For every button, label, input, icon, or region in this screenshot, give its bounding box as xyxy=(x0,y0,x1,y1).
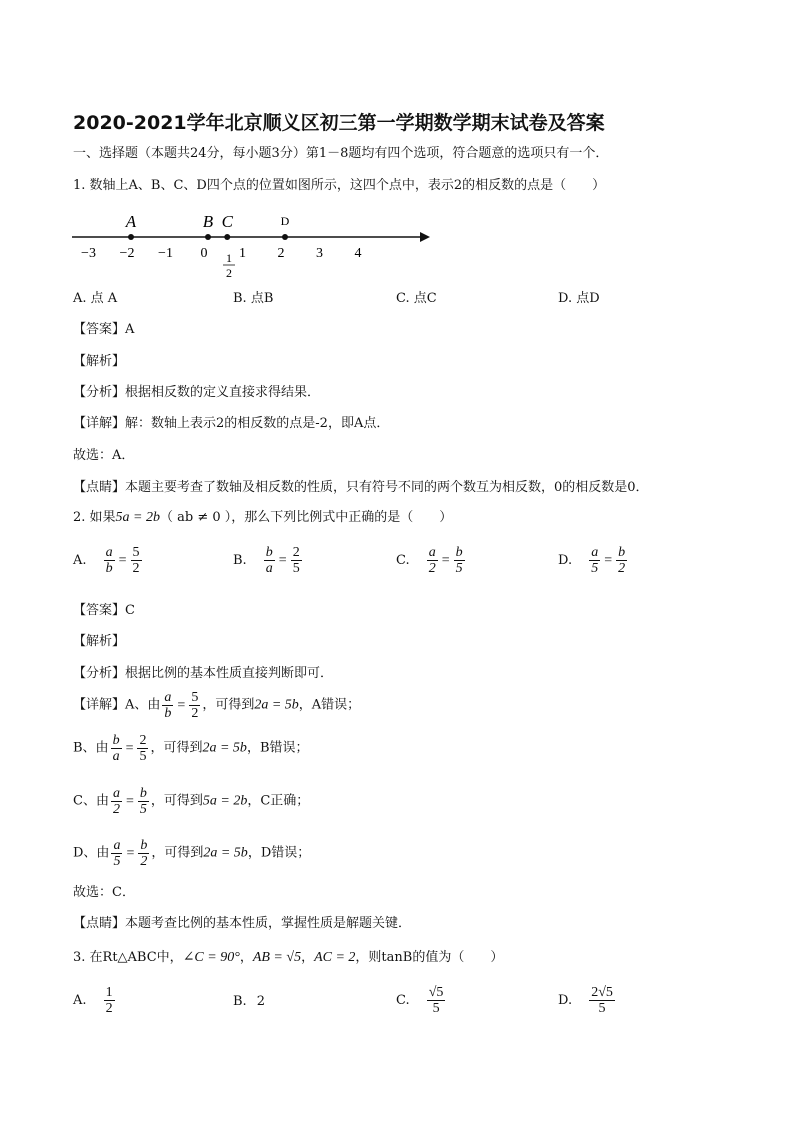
point-a xyxy=(128,234,134,240)
tick-label: −3 xyxy=(81,246,96,261)
q1-answer: 【答案】A xyxy=(73,322,135,337)
section-heading: 一、选择题（本题共24分，每小题3分）第1－8题均有四个选项，符合题意的选项只有一个． xyxy=(73,146,609,161)
q2-step-d: D、由 $\frac{a}{5}$ = $\frac{b}{2}$ ，可得到2a = 5b，D错误； xyxy=(73,838,311,869)
q1-fenxi: 【分析】根据相反数的定义直接求得结果． xyxy=(73,385,321,400)
q2-option-d: D. $\frac{a}{5}$ = $\frac{b}{2}$ xyxy=(558,545,626,576)
q3-option-b: B. 2 xyxy=(233,994,265,1009)
q2-option-a: A. $\frac{a}{b}$ = $\frac{5}{2}$ xyxy=(73,545,140,576)
q3-option-a: A. $\frac{1}{2}$ xyxy=(73,985,113,1016)
point-label-a: A xyxy=(125,212,137,231)
q2-dianjing: 【点睛】本题考查比例的基本性质，掌握性质是解题关键． xyxy=(73,916,412,931)
point-d xyxy=(282,234,288,240)
number-line-arrow xyxy=(420,232,430,242)
q2-stem: 2. 如果5a = 2b（ ab ≠ 0 ），那么下列比例式中正确的是（ ） xyxy=(73,510,453,525)
q1-option-a: A. 点 A xyxy=(73,291,118,306)
q1-option-b: B. 点B xyxy=(233,291,274,306)
point-b xyxy=(205,234,211,240)
q1-stem: 1. 数轴上A、B、C、D四个点的位置如图所示，这四个点中，表示2的相反数的点是（ ） xyxy=(73,178,606,193)
q2-fenxi: 【分析】根据比例的基本性质直接判断即可． xyxy=(73,666,334,681)
q3-stem: 3. 在Rt△ABC中，∠C = 90°，AB = √5，AC = 2，则tanB的值为（ ） xyxy=(73,950,504,965)
tick-label: 4 xyxy=(354,246,362,261)
tick-label: 2 xyxy=(277,246,285,261)
q2-guxuan: 故选：C． xyxy=(73,885,135,900)
page-title: 2020-2021学年北京顺义区初三第一学期数学期末试卷及答案 xyxy=(73,112,605,134)
tick-label: −1 xyxy=(158,246,173,261)
tick-label: 3 xyxy=(316,246,323,261)
q2-option-b: B. $\frac{b}{a}$ = $\frac{2}{5}$ xyxy=(233,545,300,576)
q3-option-c: C. $\frac{√5}{5}$ xyxy=(396,985,444,1016)
half-denominator: 2 xyxy=(226,266,232,280)
tick-label: −2 xyxy=(119,246,135,261)
q1-xiangjie: 【详解】解：数轴上表示2的相反数的点是-2，即A点． xyxy=(73,416,390,431)
q1-dianjing: 【点睛】本题主要考查了数轴及相反数的性质，只有符号不同的两个数互为相反数，0的相反数是0． xyxy=(73,480,649,495)
q2-step-b: B、由 $\frac{b}{a}$ = $\frac{2}{5}$ ，可得到2a = 5b，B错误； xyxy=(73,733,309,764)
q1-guxuan: 故选：A． xyxy=(73,448,135,463)
q1-option-c: C. 点C xyxy=(396,291,437,306)
point-label-b: B xyxy=(202,212,214,231)
point-c xyxy=(224,234,230,240)
q2-answer: 【答案】C xyxy=(73,603,135,618)
number-line-figure xyxy=(68,205,438,280)
q2-step-c: C、由 $\frac{a}{2}$ = $\frac{b}{5}$ ，可得到5a = 2b，C正确； xyxy=(73,786,310,817)
half-fraction-label xyxy=(223,251,235,280)
point-label-c: C xyxy=(221,212,233,231)
q2-option-c: C. $\frac{a}{2}$ = $\frac{b}{5}$ xyxy=(396,545,463,576)
q1-option-d: D. 点D xyxy=(558,291,600,306)
tick-label: 1 xyxy=(239,246,246,261)
q2-step-a: 【详解】A、由 $\frac{a}{b}$ = $\frac{5}{2}$ ，可得到2a = 5b，A错误； xyxy=(73,690,361,721)
tick-label: 0 xyxy=(200,246,208,261)
half-numerator: 1 xyxy=(226,251,232,265)
q3-option-d: D. $\frac{2√5}{5}$ xyxy=(558,985,613,1016)
q1-jiexi: 【解析】 xyxy=(73,354,126,369)
q2-jiexi: 【解析】 xyxy=(73,634,126,649)
point-label-d: D xyxy=(280,214,290,228)
